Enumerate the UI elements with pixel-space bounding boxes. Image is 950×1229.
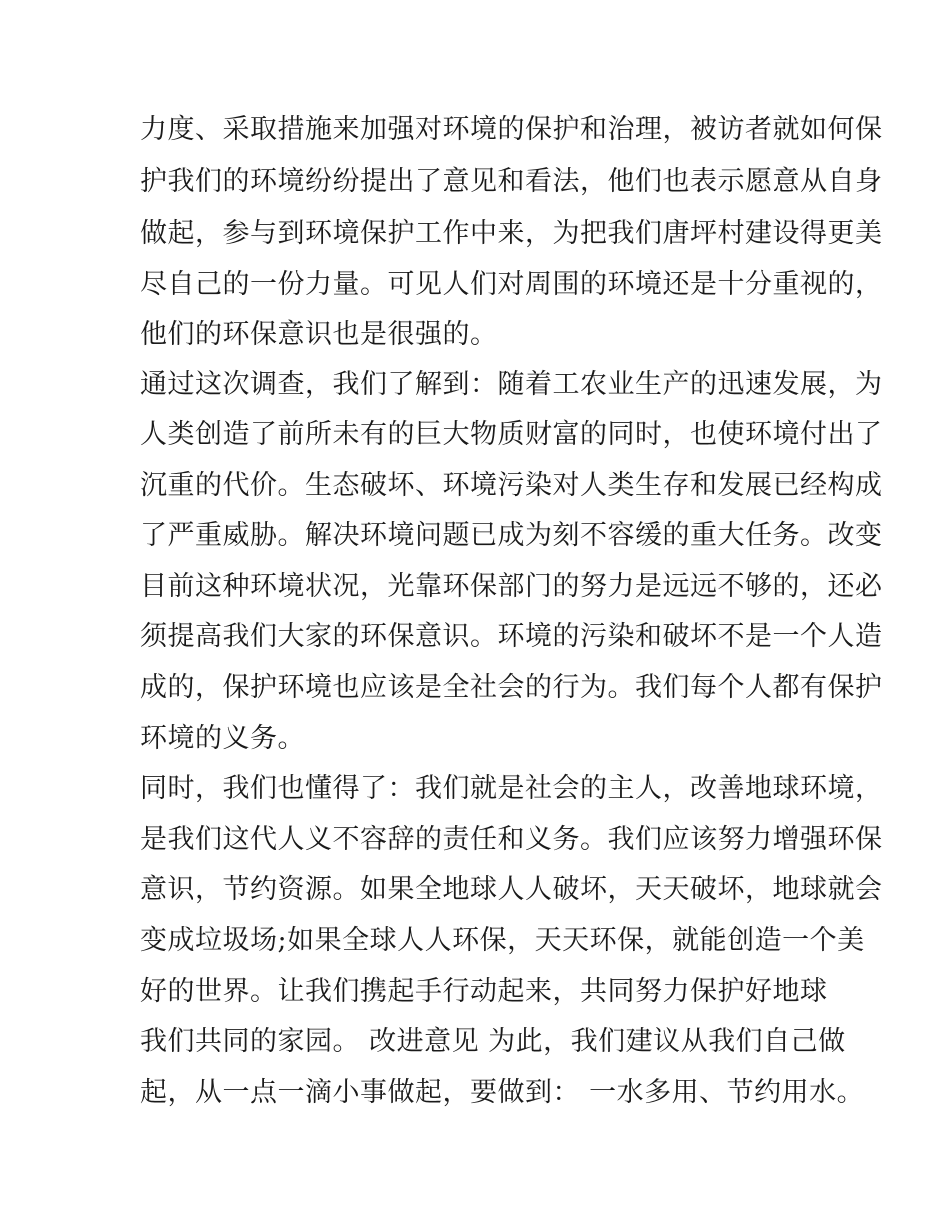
text-line: 我们共同的家园。 改进意见 为此，我们建议从我们自己做: [140, 1026, 846, 1057]
text-line: 人类创造了前所未有的巨大物质财富的同时，也使环境付出了: [140, 419, 883, 450]
text-line: 他们的环保意识也是很强的。: [140, 319, 498, 350]
text-line: 目前这种环境状况，光靠环保部门的努力是远远不够的，还必: [140, 571, 883, 602]
text-line: 做起，参与到环境保护工作中来，为把我们唐坪村建设得更美: [140, 218, 883, 249]
text-line: 同时，我们也懂得了：我们就是社会的主人，改善地球环境，: [140, 773, 883, 804]
text-line: 变成垃圾场;如果全球人人环保，天天环保，就能创造一个美: [140, 925, 865, 956]
text-line: 沉重的代价。生态破坏、环境污染对人类生存和发展已经构成: [140, 470, 883, 501]
text-line: 起，从一点一滴小事做起，要做到： 一水多用、节约用水。: [140, 1077, 865, 1108]
text-line: 环境的义务。: [140, 723, 305, 754]
text-line: 是我们这代人义不容辞的责任和义务。我们应该努力增强环保: [140, 824, 883, 855]
text-line: 意识，节约资源。如果全地球人人破坏，天天破坏，地球就会: [140, 874, 883, 905]
text-line: 了严重威胁。解决环境问题已成为刻不容缓的重大任务。改变: [140, 520, 883, 551]
text-line: 好的世界。让我们携起手行动起来，共同努力保护好地球: [140, 976, 828, 1007]
text-line: 尽自己的一份力量。可见人们对周围的环境还是十分重视的，: [140, 269, 883, 300]
text-line: 须提高我们大家的环保意识。环境的污染和破坏不是一个人造: [140, 621, 883, 652]
text-line: 通过这次调查，我们了解到：随着工农业生产的迅速发展，为: [140, 369, 883, 400]
text-line: 力度、采取措施来加强对环境的保护和治理，被访者就如何保: [140, 114, 883, 145]
text-line: 成的，保护环境也应该是全社会的行为。我们每个人都有保护: [140, 672, 883, 703]
text-line: 护我们的环境纷纷提出了意见和看法，他们也表示愿意从自身: [140, 166, 883, 197]
